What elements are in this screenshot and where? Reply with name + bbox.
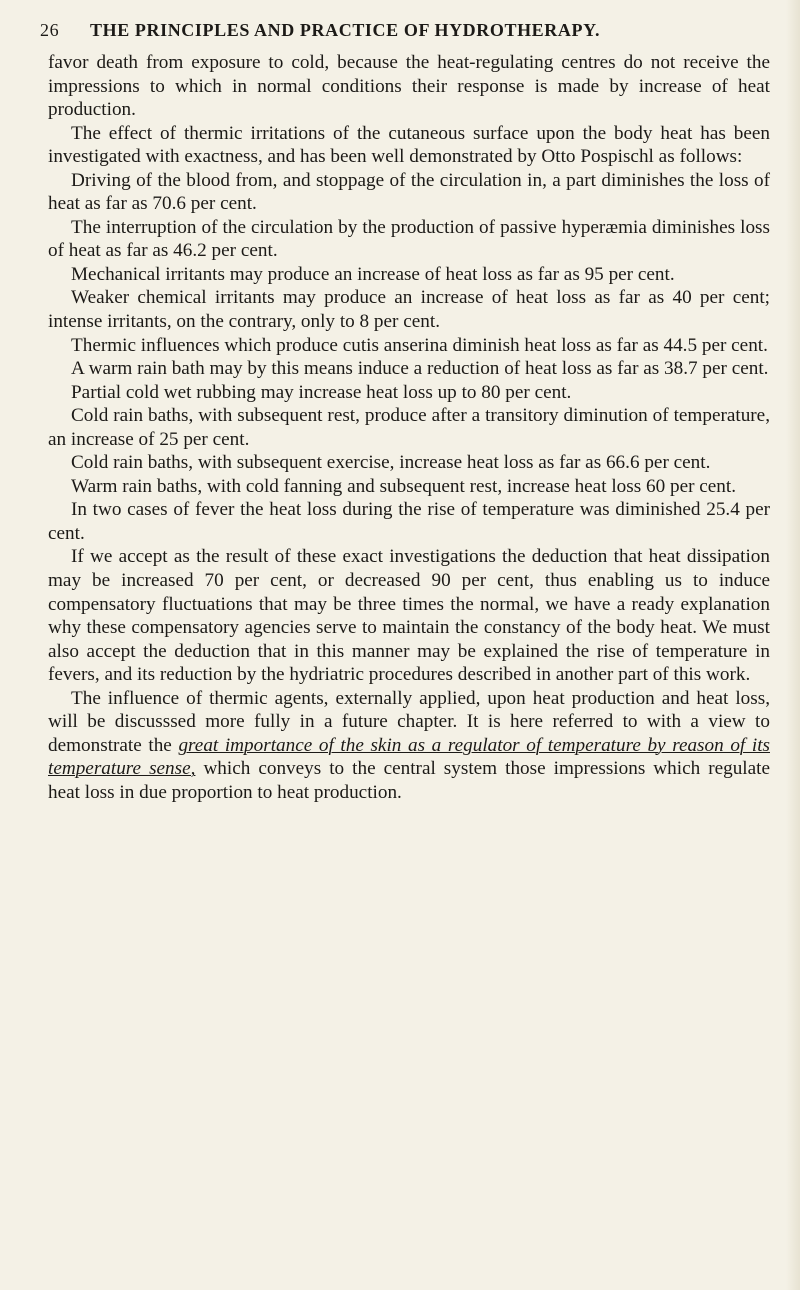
finding-item: In two cases of fever the heat loss during the rise of temperature was diminished 25.4 per cent. <box>48 499 770 544</box>
running-head <box>40 20 770 41</box>
paragraph-intro: The effect of thermic irritations of the cutaneous surface upon the body heat has been investigated with exactness, and has been well demonstrated by Otto Pospischl as follows: <box>48 122 770 168</box>
body-text <box>48 51 770 805</box>
finding-item: Warm rain baths, with cold fanning and subsequent rest, increase heat loss 60 per cent. <box>71 475 737 497</box>
finding-item: Driving of the blood from, and stoppage of the circulation in, a part diminishes the loss of heat as far as 70.6 per cent. <box>48 169 770 215</box>
emphasized-phrase: great importance of the skin as a regulator of temperature by reason of its temperature sense, <box>48 734 770 780</box>
finding-item: Partial cold wet rubbing may increase heat loss up to 80 per cent. <box>71 381 572 403</box>
finding-item: Cold rain baths, with subsequent exercise, increase heat loss as far as 66.6 per cent. <box>71 452 711 474</box>
finding-item: A warm rain bath may by this means induce a reduction of heat loss as far as 38.7 per cent. <box>71 358 769 380</box>
running-title: THE PRINCIPLES AND PRACTICE OF HYDROTHERAPY. <box>90 20 601 40</box>
finding-item: The interruption of the circulation by the production of passive hyperæmia diminishes loss of heat as far as 46.2 per cent. <box>48 216 770 262</box>
finding-item: Cold rain baths, with subsequent rest, produce after a transitory diminution of temperature, an increase of 25 per cent. <box>48 405 770 450</box>
final-text-end: which conveys to the central system those impressions which regulate heat loss in due proportion to heat production. <box>48 758 770 803</box>
paragraph-final <box>48 687 770 805</box>
page-number: 26 <box>40 20 60 40</box>
finding-item: Weaker chemical irritants may produce an increase of heat loss as far as 40 per cent; intense irritants, on the contrary, only to 8 per cent. <box>48 287 770 333</box>
finding-item: Mechanical irritants may produce an increase of heat loss as far as 95 per cent. <box>71 263 675 285</box>
finding-item: Thermic influences which produce cutis anserina diminish heat loss as far as 44.5 per cent. <box>71 334 768 356</box>
paragraph-continued: favor death from exposure to cold, because the heat-regulating centres do not receive the impressions to which in normal conditions their response is made by increase of heat production. <box>48 52 770 121</box>
final-text-start: The influence of thermic agents, externally applied, upon heat production and heat loss, will be discusssed more fully in a future chapter. It is here referred to with a view to demonstrate the <box>48 687 770 756</box>
page-edge-shadow <box>786 0 800 1290</box>
paragraph-conclusion: If we accept as the result of these exact investigations the deduction that heat dissipation may be increased 70 per cent, or decreased 90 per cent, thus enabling us to induce compensatory fluctuations that may be three times the normal, we have a ready explanation why these compensatory agencies serve to maintain the constancy of the body heat. We must also accept the deduction that in this manner may be explained the rise of temperature in fevers, and its reduction by the hydriatric procedures described in another part of this work. <box>48 546 770 686</box>
